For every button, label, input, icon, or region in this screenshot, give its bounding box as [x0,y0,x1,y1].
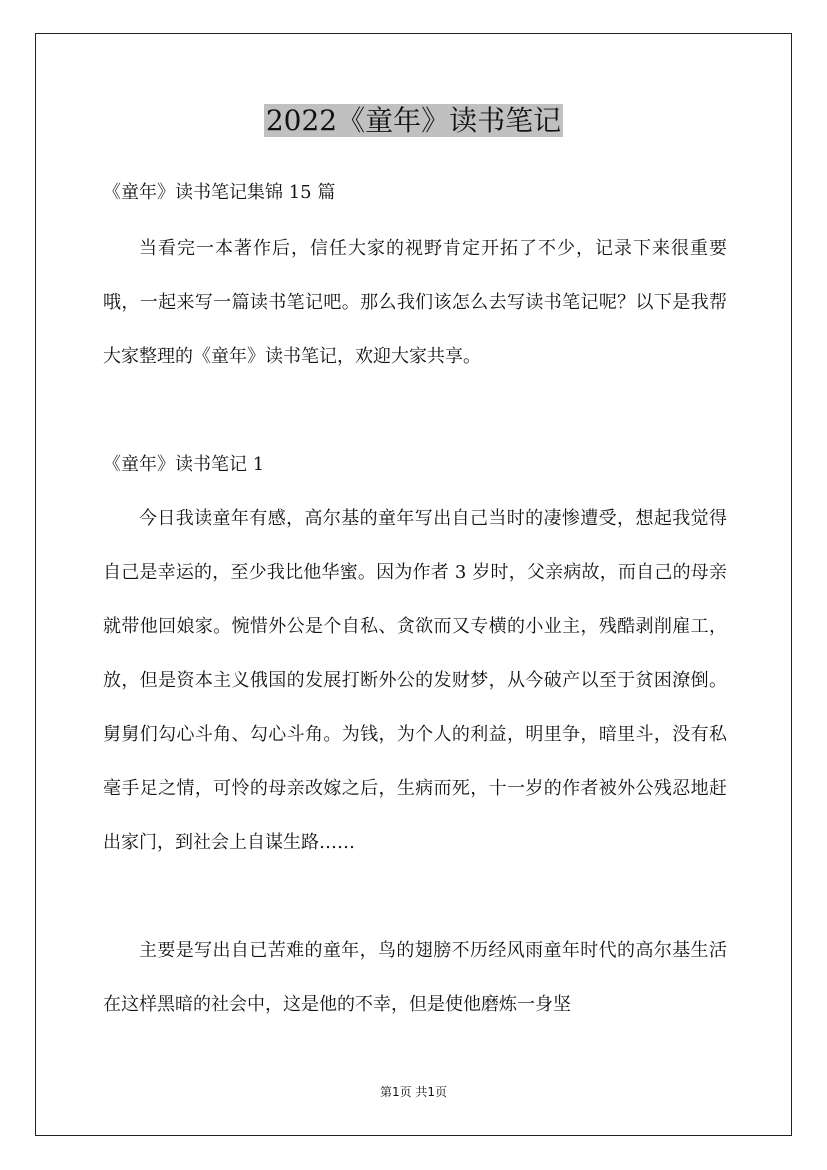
body-paragraph: 今日我读童年有感，高尔基的童年写出自己当时的凄惨遭受，想起我觉得自己是幸运的，至少我比他华蜜。因为作者 3 岁时，父亲病故，而自己的母亲就带他回娘家。惋惜外公是个自私、贪欲而又专横的小业主，残酷剥削雇工，放，但是资本主义俄国的发展打断外公的发财梦，从今破产以至于贫困潦倒。舅舅们勾心斗角、勾心斗角。为钱，为个人的利益，明里争，暗里斗，没有私毫手足之情，可怜的母亲改嫁之后，生病而死，十一岁的作者被外公残忍地赶出家门，到社会上自谋生路…… [103,508,727,853]
intro-paragraph: 当看完一本著作后，信任大家的视野肯定开拓了不少，记录下来很重要哦，一起来写一篇读书笔记吧。那么我们该怎么去写读书笔记呢？以下是我帮大家整理的《童年》读书笔记，欢迎大家共享。 [103,238,727,367]
section-heading: 《童年》读书笔记 1 [103,454,265,475]
document-title-text: 2022《童年》读书笔记 [265,104,562,137]
page-number-footer: 第1页 共1页 [379,1085,448,1099]
document-subtitle: 《童年》读书笔记集锦 15 篇 [103,182,336,203]
document-title [0,98,827,144]
body-paragraph: 主要是写出自已苦难的童年，鸟的翅膀不历经风雨童年时代的高尔基生活在这样黑暗的社会中，这是他的不幸，但是使他磨炼一身坚 [103,940,727,1015]
